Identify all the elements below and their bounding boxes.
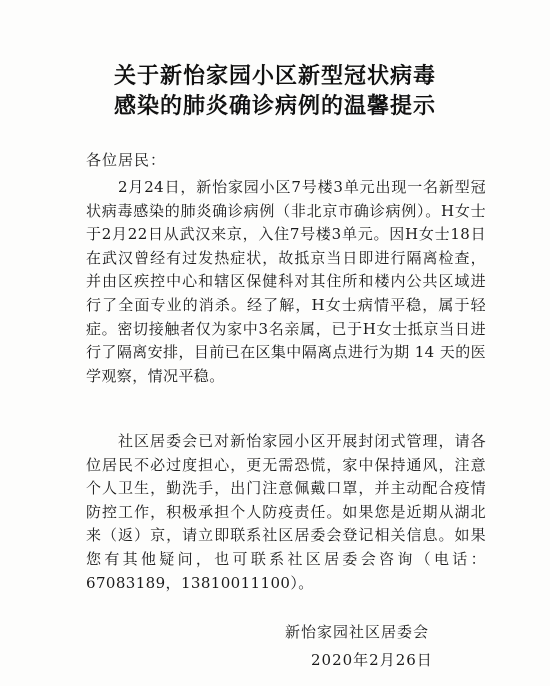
notice-title-line-1: 关于新怡家园小区新型冠状病毒 xyxy=(113,63,436,89)
notice-paragraph-case-details: 2月24日，新怡家园小区7号楼3单元出现一名新型冠状病毒感染的肺炎确诊病例（非北京市确诊病例）。H女士于2月22日从武汉来京，入住7号楼3单元。因H女士18日在武汉曾经有过发热症状，故抵京当日即进行隔离检查，并由区疾控中心和辖区保健科对其住所和楼内公共区域进行了全面专业的消杀。经了解，H女士病情平稳，属于轻症。密切接触者仅为家中3名亲属，已于H女士抵京当日进行了隔离安排，目前已在区集中隔离点进行为期 14 天的医学观察，情况平稳。 xyxy=(86,178,486,385)
notice-title-line-2: 感染的肺炎确诊病例的温馨提示 xyxy=(113,93,436,119)
salutation: 各位居民： xyxy=(86,151,167,169)
notice-paragraph-resident-guidance: 社区居委会已对新怡家园小区开展封闭式管理，请各位居民不必过度担心，更无需恐慌，家中保持通风，注意个人卫生，勤洗手，出门注意佩戴口罩，并主动配合疫情防控工作，积极承担个人防疫责任。如果您是近期从湖北来（返）京，请立即联系社区居委会登记相关信息。如果您有其他疑问，也可联系社区居委会咨询（电话：67083189，13810011100）。 xyxy=(86,432,486,592)
signature-date: 2020年2月26日 xyxy=(311,651,433,669)
signature-organization: 新怡家园社区居委会 xyxy=(285,623,430,641)
